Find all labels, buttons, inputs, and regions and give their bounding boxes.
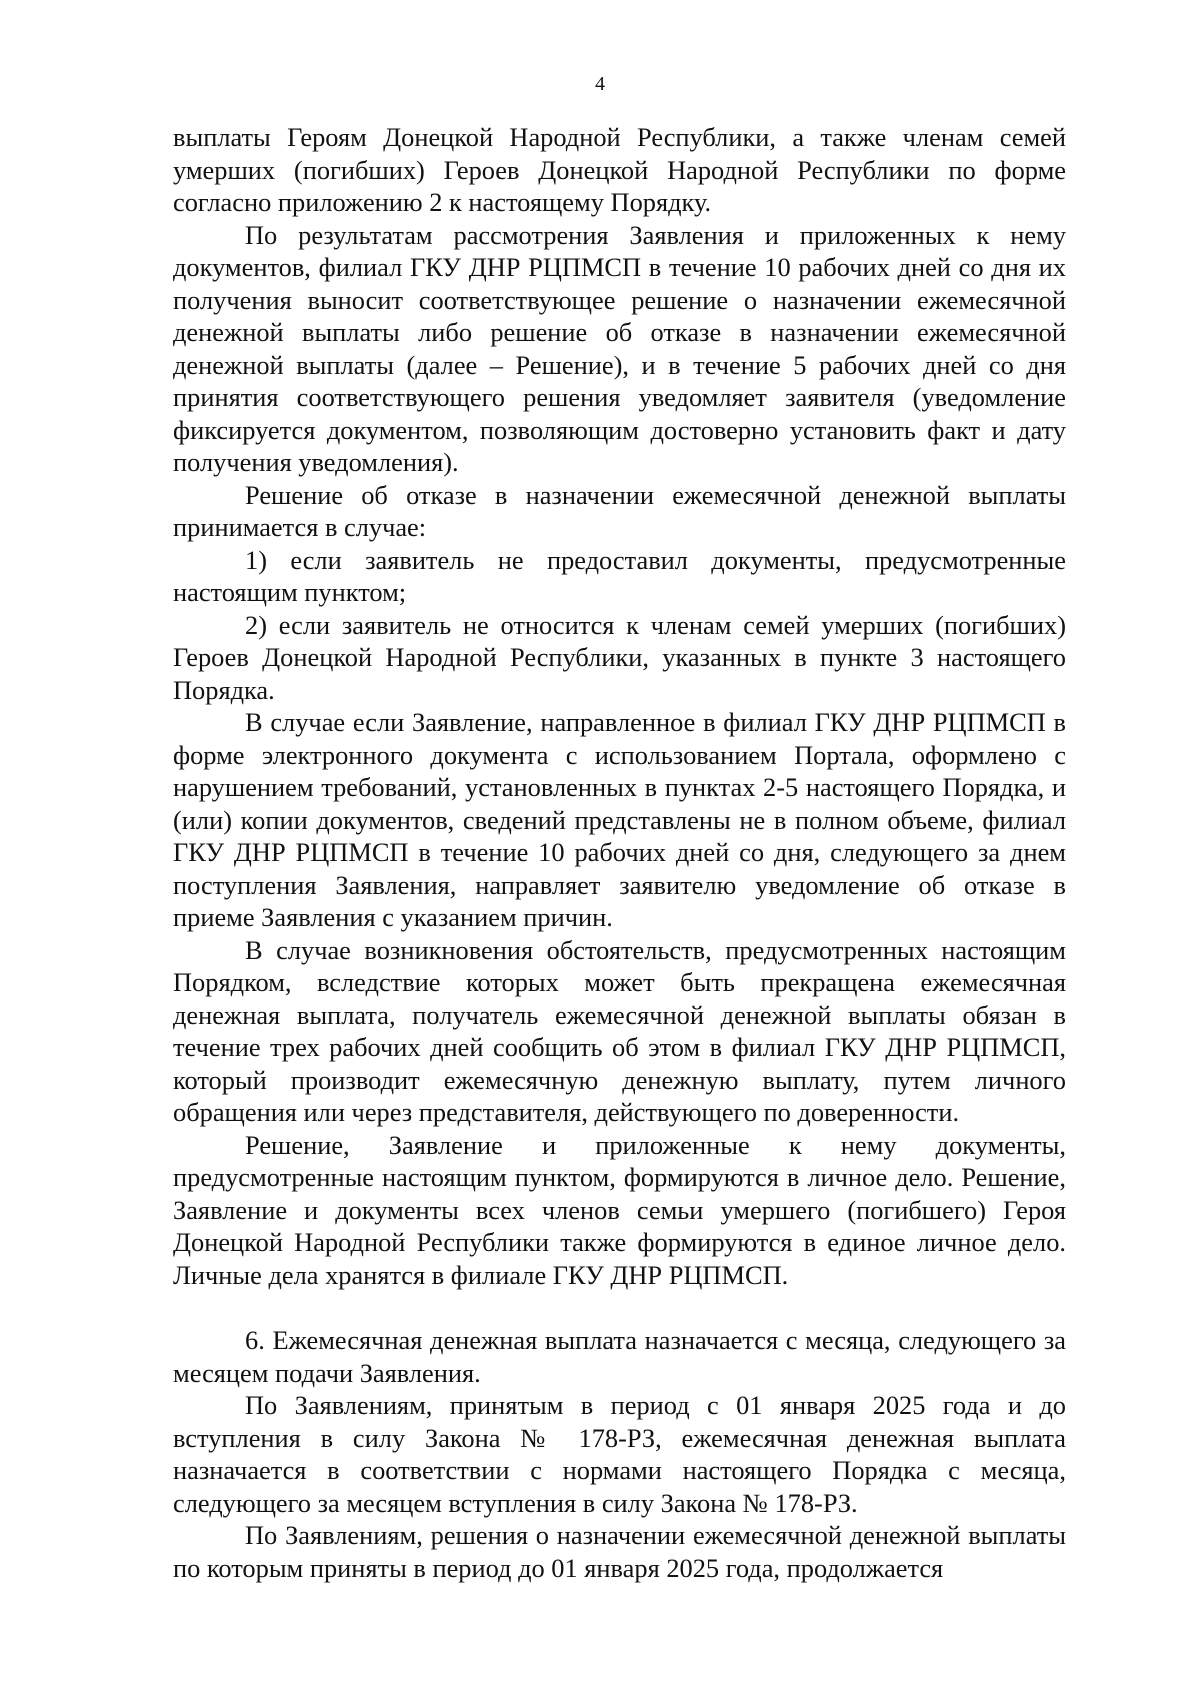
paragraph-refusal-reason-2: 2) если заявитель не относится к членам семей умерших (погибших) Героев Донецкой Народной Республики, указанных в пункте 3 настоящего Порядка. bbox=[173, 609, 1066, 705]
paragraph-applications-before-2025: По Заявлениям, решения о назначении ежемесячной денежной выплаты по которым приняты в период до 01 января 2025 года, продолжается bbox=[173, 1520, 1066, 1583]
paragraph-review-results: По результатам рассмотрения Заявления и приложенных к нему документов, филиал ГКУ ДНР РЦПМСП в течение 10 рабочих дней со дня их получения выносит соответствующее решение о назначении ежемесячной денежной выплаты либо решение об отказе в назначении ежемесячной денежной выплаты (далее – Решение), и в течение 5 рабочих дней со дня принятия соответствующего решения уведомляет заявителя (уведомление фиксируется документом, позволяющим достоверно установить факт и дату получения уведомления). bbox=[173, 219, 1066, 477]
paragraph-item-6: 6. Ежемесячная денежная выплата назначается с месяца, следующего за месяцем подачи Заявления. bbox=[173, 1325, 1066, 1388]
paragraph-refusal-decision: Решение об отказе в назначении ежемесячной денежной выплаты принимается в случае: bbox=[173, 479, 1066, 542]
document-body bbox=[173, 121, 1066, 1584]
paragraph-electronic-application: В случае если Заявление, направленное в филиал ГКУ ДНР РЦПМСП в форме электронного документа с использованием Портала, оформлено с нарушением требований, установленных в пунктах 2-5 настоящего Порядка, и (или) копии документов, сведений представлены не в полном объеме, филиал ГКУ ДНР РЦПМСП в течение 10 рабочих дней со дня, следующего за днем поступления Заявления, направляет заявителю уведомление об отказе в приеме Заявления с указанием причин. bbox=[173, 707, 1066, 932]
paragraph-termination-circumstances: В случае возникновения обстоятельств, предусмотренных настоящим Порядком, вследствие которых может быть прекращена ежемесячная денежная выплата, получатель ежемесячной денежной выплаты обязан в течение трех рабочих дней сообщить об этом в филиал ГКУ ДНР РЦПМСП, который производит ежемесячную денежную выплату, путем личного обращения или через представителя, действующего по доверенности. bbox=[173, 934, 1066, 1127]
page-number: 4 bbox=[595, 73, 605, 95]
paragraph-continuation: выплаты Героям Донецкой Народной Республики, а также членам семей умерших (погибших) Героев Донецкой Народной Республики по форме согласно приложению 2 к настоящему Порядку. bbox=[173, 122, 1066, 217]
paragraph-refusal-reason-1: 1) если заявитель не предоставил документы, предусмотренные настоящим пунктом; bbox=[173, 544, 1066, 607]
paragraph-personal-file: Решение, Заявление и приложенные к нему документы, предусмотренные настоящим пунктом, формируются в личное дело. Решение, Заявление и документы всех членов семьи умершего (погибшего) Героя Донецкой Народной Республики также формируются в единое личное дело. Личные дела хранятся в филиале ГКУ ДНР РЦПМСП. bbox=[173, 1129, 1066, 1290]
paragraph-applications-2025: По Заявлениям, принятым в период с 01 января 2025 года и до вступления в силу Закона № 178-РЗ, ежемесячная денежная выплата назначается в соответствии с нормами настоящего Порядка с месяца, следующего за месяцем вступления в силу Закона № 178-РЗ. bbox=[173, 1390, 1066, 1518]
